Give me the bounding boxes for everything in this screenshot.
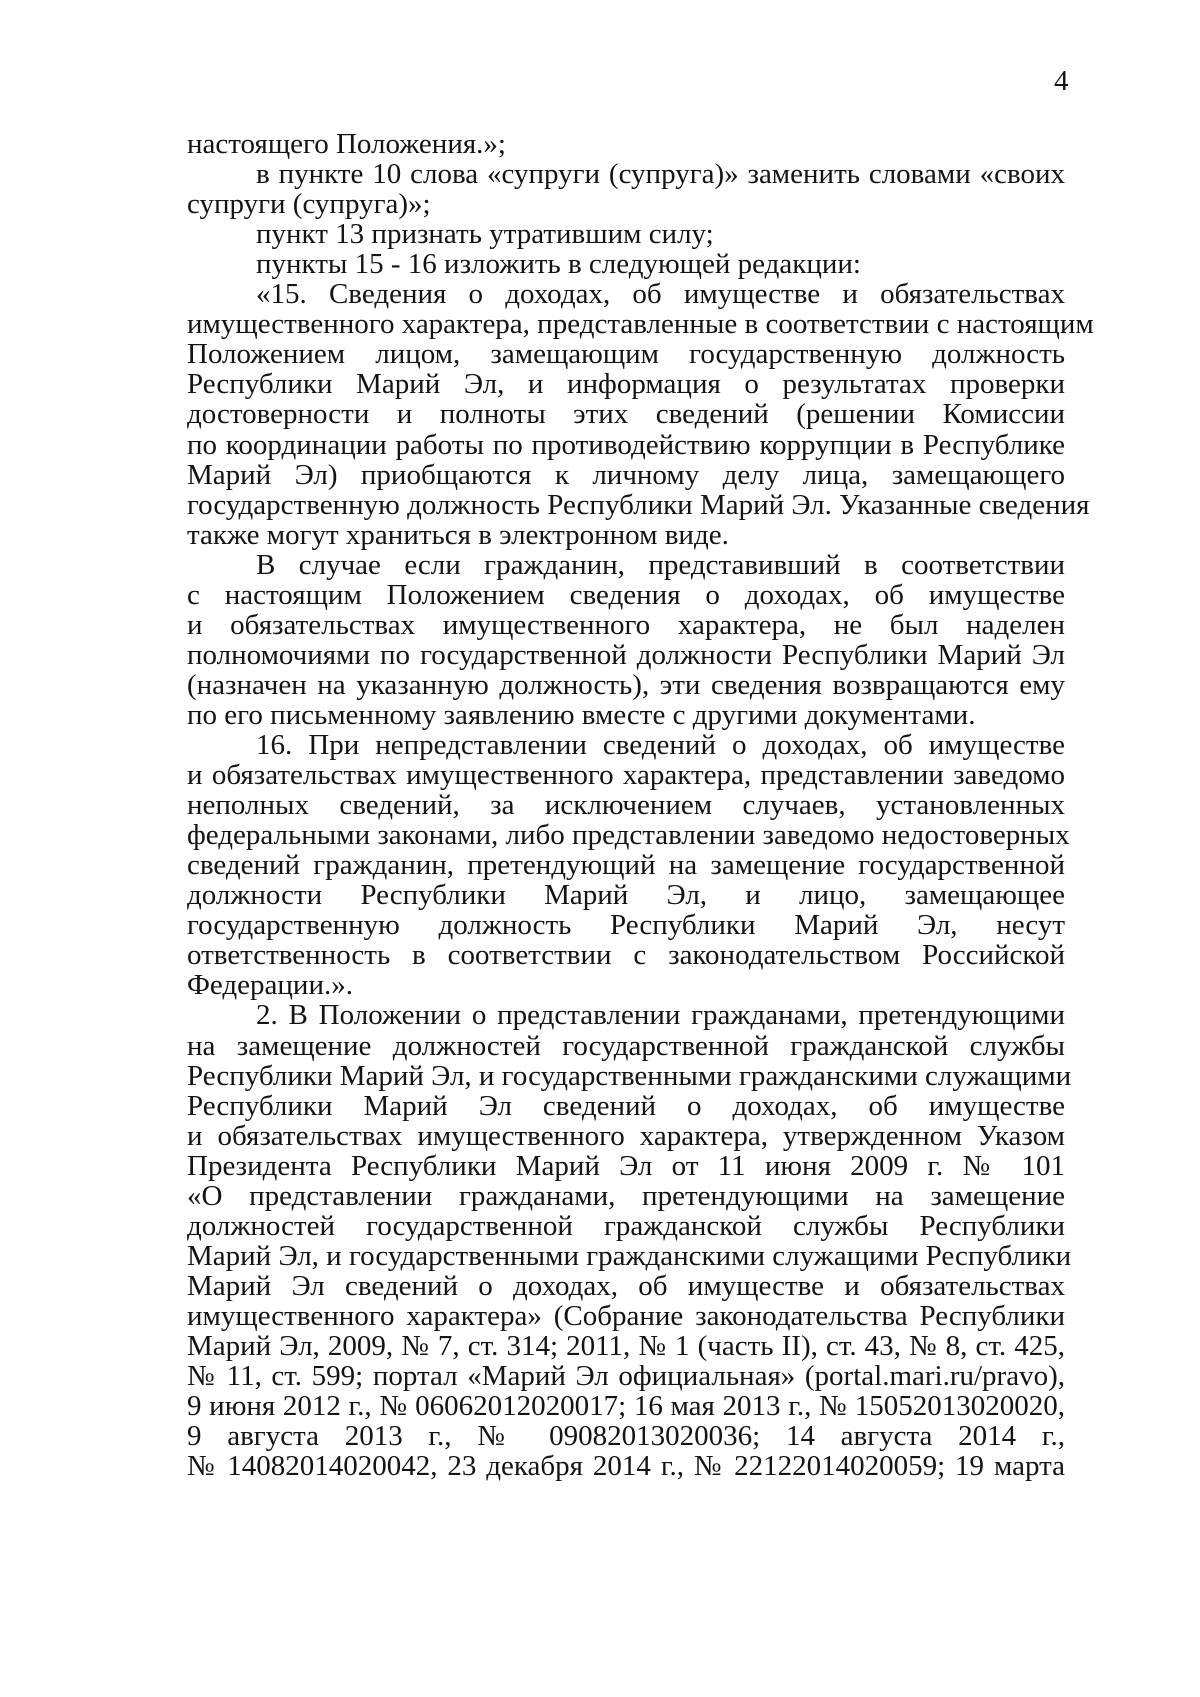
text-line: «О представлении гражданами, претендующими на замещение — [187, 1179, 1065, 1212]
text-line: Марий Эл сведений о доходах, об имуществе и обязательствах — [187, 1269, 1065, 1302]
text-line: также могут храниться в электронном виде. — [187, 518, 729, 551]
page-number: 4 — [1054, 65, 1069, 97]
text-line: в пункте 10 слова «супруги (супруга)» заменить словами «своих — [256, 158, 1065, 191]
text-line: 16. При непредставлении сведений о доходах, об имуществе — [256, 729, 1065, 761]
text-line: № 11, ст. 599; портал «Марий Эл официальная» (portal.mari.ru/pravo), — [187, 1360, 1065, 1393]
text-line: на замещение должностей государственной гражданской службы — [187, 1029, 1065, 1062]
text-line: имущественного характера, представленные в соответствии с настоящим — [187, 308, 1094, 341]
text-line: имущественного характера» (Собрание законодательства Республики — [187, 1299, 1065, 1332]
text-line: Марий Эл) приобщаются к личному делу лица, замещающего — [187, 458, 1065, 491]
text-line: сведений гражданин, претендующий на замещение государственной — [187, 849, 1065, 882]
text-line: государственную должность Республики Марий Эл. Указанные сведения — [187, 488, 1090, 521]
text-line: Федерации.». — [187, 969, 353, 1002]
text-line: В случае если гражданин, представивший в соответствии — [256, 548, 1065, 581]
text-line: «15. Сведения о доходах, об имуществе и обязательствах — [256, 278, 1065, 311]
text-line: и обязательствах имущественного характера, утвержденном Указом — [187, 1119, 1065, 1152]
text-line: ответственность в соответствии с законодательством Российской — [187, 939, 1065, 972]
text-line: с настоящим Положением сведения о доходах, об имуществе — [187, 578, 1065, 611]
text-line: супруги (супруга)»; — [187, 188, 431, 221]
text-line: должности Республики Марий Эл, и лицо, замещающее — [187, 879, 1065, 912]
text-line: достоверности и полноты этих сведений (решении Комиссии — [187, 398, 1065, 431]
text-line: по его письменному заявлению вместе с другими документами. — [187, 698, 976, 731]
text-line: пункт 13 признать утратившим силу; — [256, 218, 714, 251]
text-line: и обязательствах имущественного характера, представлении заведомо — [187, 759, 1065, 792]
text-line: настоящего Положения.»; — [187, 128, 506, 160]
text-line: пункты 15 - 16 изложить в следующей редакции: — [256, 248, 861, 281]
text-line: по координации работы по противодействию коррупции в Республике — [187, 428, 1065, 461]
text-line: полномочиями по государственной должности Республики Марий Эл — [187, 638, 1065, 671]
text-line: Положением лицом, замещающим государственную должность — [187, 338, 1065, 371]
text-line: должностей государственной гражданской службы Республики — [187, 1209, 1065, 1242]
text-line: № 14082014020042, 23 декабря 2014 г., № 22122014020059; 19 марта — [187, 1450, 1065, 1483]
text-line: Марий Эл, и государственными гражданскими служащими Республики — [187, 1239, 1072, 1272]
text-line: Марий Эл, 2009, № 7, ст. 314; 2011, № 1 (часть II), ст. 43, № 8, ст. 425, — [187, 1330, 1065, 1362]
text-line: Республики Марий Эл сведений о доходах, об имуществе — [187, 1089, 1065, 1122]
text-line: (назначен на указанную должность), эти сведения возвращаются ему — [187, 668, 1065, 701]
text-line: 2. В Положении о представлении гражданами, претендующими — [256, 999, 1065, 1032]
text-line: и обязательствах имущественного характера, не был наделен — [187, 608, 1065, 641]
text-line: Президента Республики Марий Эл от 11 июня 2009 г. № 101 — [187, 1149, 1065, 1182]
text-line: 9 августа 2013 г., № 09082013020036; 14 августа 2014 г., — [187, 1420, 1065, 1453]
text-line: 9 июня 2012 г., № 06062012020017; 16 мая 2013 г., № 15052013020020, — [187, 1390, 1065, 1423]
text-line: Республики Марий Эл, и государственными гражданскими служащими — [187, 1059, 1072, 1092]
text-line: неполных сведений, за исключением случаев, установленных — [187, 789, 1065, 822]
text-line: Республики Марий Эл, и информация о результатах проверки — [187, 368, 1065, 401]
text-line: государственную должность Республики Марий Эл, несут — [187, 909, 1065, 942]
text-line: федеральными законами, либо представлении заведомо недостоверных — [187, 819, 1070, 852]
